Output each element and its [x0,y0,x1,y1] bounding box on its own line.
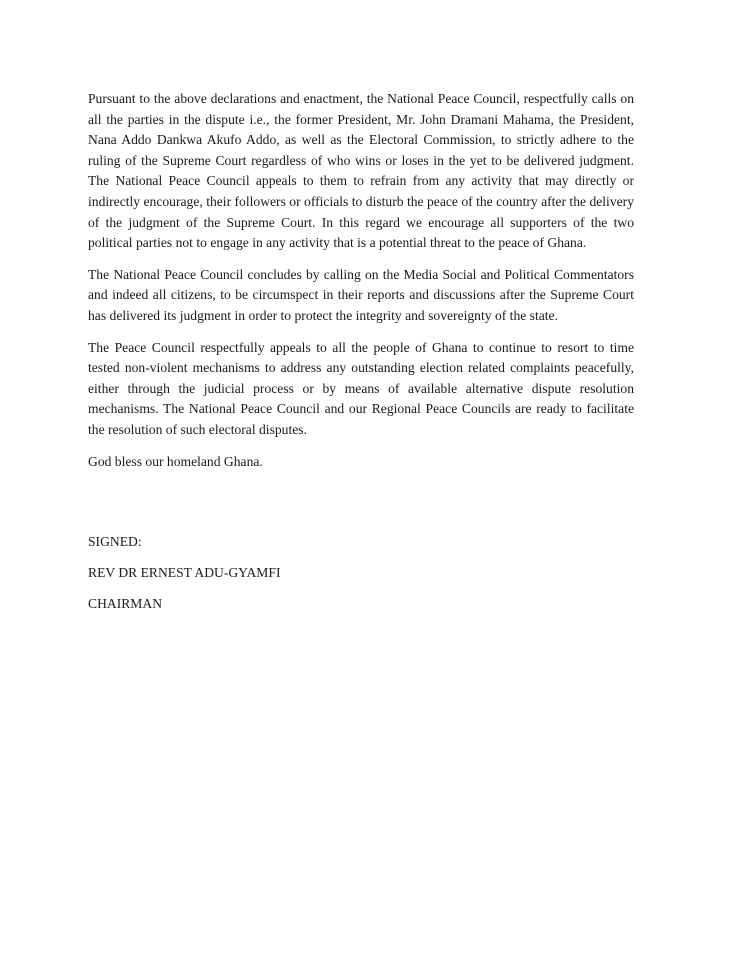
paragraph-non-violent-mechanisms: The Peace Council respectfully appeals to all the people of Ghana to continue to resort to time tested non-violent mechanisms to address any outstanding election related complaints peacefully, either through the judicial process or by means of available alternative dispute resolution mechanisms. The National Peace Council and our Regional Peace Councils are ready to facilitate the resolution of such electoral disputes. [88,339,634,437]
document-body [88,89,634,483]
signatory-title: CHAIRMAN [88,596,163,611]
paragraph-blessing: God bless our homeland Ghana. [88,453,263,469]
paragraph-media-commentators: The National Peace Council concludes by calling on the Media Social and Political Commentators and indeed all citizens, to be circumspect in their reports and discussions after the Supreme Court has delivered its judgment in order to protect the integrity and sovereignty of the state. [88,266,634,323]
signature-label: SIGNED: [88,534,142,549]
paragraph-supreme-court-ruling: Pursuant to the above declarations and enactment, the National Peace Council, respectfully calls on all the parties in the dispute i.e., the former President, Mr. John Dramani Mahama, the President, Nana Addo Dankwa Akufo Addo, as well as the Electoral Commission, to strictly adhere to the ruling of the Supreme Court regardless of who wins or loses in the yet to be delivered judgment. The National Peace Council appeals to them to refrain from any activity that may directly or indirectly encourage, their followers or officials to disturb the peace of the country after the delivery of the judgment of the Supreme Court. In this regard we encourage all supporters of the two political parties not to engage in any activity that is a potential threat to the peace of Ghana. [88,91,634,251]
signatory-name: REV DR ERNEST ADU-GYAMFI [88,565,281,580]
